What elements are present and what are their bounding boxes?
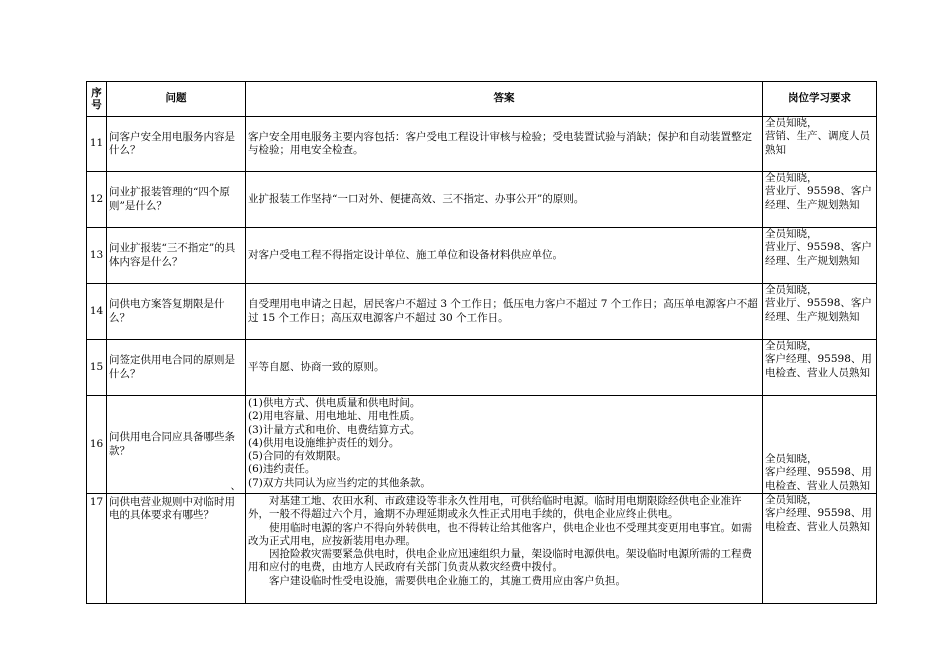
requirement-cell	[763, 117, 877, 172]
requirement-line: 营销、生产、调度人员熟知	[765, 130, 870, 156]
table-row	[87, 117, 877, 172]
requirement-line: 营业厅、95598、客户经理、生产规划熟知	[765, 241, 872, 267]
table-row	[87, 228, 877, 284]
answer-item: (5)合同的有效期限。	[248, 450, 347, 463]
question-cell	[107, 396, 246, 494]
answer-item: (4)供用电设施维护责任的划分。	[248, 436, 400, 449]
question-cell: 问供电方案答复期限是什么？	[107, 284, 246, 340]
row-number: 13	[87, 228, 107, 284]
requirement-line: 全员知晓，	[765, 172, 818, 184]
answer-cell: 客户安全用电服务主要内容包括：客户受电工程设计审核与检验；受电装置试验与消缺；保护和自动装置整定与检验；用电安全检查。	[246, 117, 763, 172]
requirement-line: 全员知晓，	[765, 117, 818, 129]
qa-document	[86, 81, 876, 604]
answer-paragraph: 使用临时电源的客户不得向外转供电，也不得转让给其他客户，供电企业也不受理其变更用电事宜。如需改为正式用电，应按新装用电办理。	[248, 521, 752, 547]
question-cell: 问客户安全用电服务内容是什么？	[107, 117, 246, 172]
requirement-line: 全员知晓，	[765, 284, 818, 296]
requirement-line: 营业厅、95598、客户经理、生产规划熟知	[765, 297, 872, 323]
table-header-row	[87, 82, 877, 117]
table-row	[87, 284, 877, 340]
table-row	[87, 172, 877, 228]
header-requirement: 岗位学习要求	[763, 82, 877, 117]
requirement-cell	[763, 494, 877, 604]
question-cell: 问业扩报装“三不指定”的具体内容是什么？	[107, 228, 246, 284]
table-row	[87, 494, 877, 604]
answer-item: (6)违约责任。	[248, 463, 316, 476]
header-answer: 答案	[246, 82, 763, 117]
requirement-line: 客户经理、95598、用电检查、营业人员熟知	[765, 466, 872, 492]
answer-paragraph: 对基建工地、农田水利、市政建设等非永久性用电，可供给临时电源。临时用电期限除经供电企业准许外，一般不得超过六个月，逾期不办理延期或永久性正式用电手续的，供电企业应终止供电。	[248, 495, 742, 521]
table-row	[87, 396, 877, 494]
requirement-line: 客户经理、95598、用电检查、营业人员熟知	[765, 353, 872, 379]
table-row	[87, 340, 877, 396]
answer-cell: 自受理用电申请之日起，居民客户不超过 3 个工作日；低压电力客户不超过 7 个工作日；高压单电源客户不超过 15 个工作日；高压双电源客户不超过 30 个工作日。	[246, 284, 763, 340]
answer-item: (1)供电方式、供电质量和供电时间。	[248, 397, 421, 409]
qa-table	[86, 81, 877, 604]
row-number: 12	[87, 172, 107, 228]
requirement-cell	[763, 172, 877, 228]
requirement-cell	[763, 396, 877, 494]
answer-item: (7)双方共同认为应当约定的其他条款。	[248, 476, 431, 489]
answer-paragraph: 客户建设临时性受电设施，需要供电企业施工的，其施工费用应由客户负担。	[269, 574, 626, 587]
row-number: 11	[87, 117, 107, 172]
answer-item: (2)用电容量、用电地址、用电性质。	[248, 410, 421, 423]
answer-cell	[246, 396, 763, 494]
requirement-line: 营业厅、95598、客户经理、生产规划熟知	[765, 185, 872, 211]
answer-cell	[246, 494, 763, 604]
row-number: 14	[87, 284, 107, 340]
question-text: 问供用电合同应具备哪些条款？	[109, 431, 235, 457]
requirement-cell	[763, 340, 877, 396]
answer-item: (3)计量方式和电价、电费结算方式。	[248, 423, 421, 436]
header-number: 序号	[87, 82, 107, 117]
question-cell: 问业扩报装管理的“四个原则”是什么？	[107, 172, 246, 228]
header-question: 问题	[107, 82, 246, 117]
requirement-line: 全员知晓，	[765, 453, 818, 466]
requirement-line: 全员知晓，	[765, 340, 818, 352]
requirement-cell	[763, 284, 877, 340]
requirement-line: 全员知晓，	[765, 494, 818, 506]
row-number: 17	[87, 494, 107, 604]
answer-cell: 平等自愿、协商一致的原则。	[246, 340, 763, 396]
answer-paragraph: 因抢险救灾需要紧急供电时，供电企业应迅速组织力量，架设临时电源供电。架设临时电源所需的工程费用和应付的电费，由地方人民政府有关部门负责从救灾经费中拨付。	[248, 548, 752, 574]
answer-cell: 业扩报装工作坚持“一口对外、便捷高效、三不指定、办事公开”的原则。	[246, 172, 763, 228]
row-number: 15	[87, 340, 107, 396]
requirement-cell	[763, 228, 877, 284]
answer-cell: 对客户受电工程不得指定设计单位、施工单位和设备材料供应单位。	[246, 228, 763, 284]
requirement-line: 客户经理、95598、用电检查、营业人员熟知	[765, 507, 872, 533]
question-cell: 问供电营业规则中对临时用电的具体要求有哪些？	[107, 494, 246, 604]
row-number: 16	[87, 396, 107, 494]
stray-mark: 、	[230, 479, 241, 492]
question-cell: 问签定供用电合同的原则是什么？	[107, 340, 246, 396]
requirement-line: 全员知晓，	[765, 228, 818, 240]
